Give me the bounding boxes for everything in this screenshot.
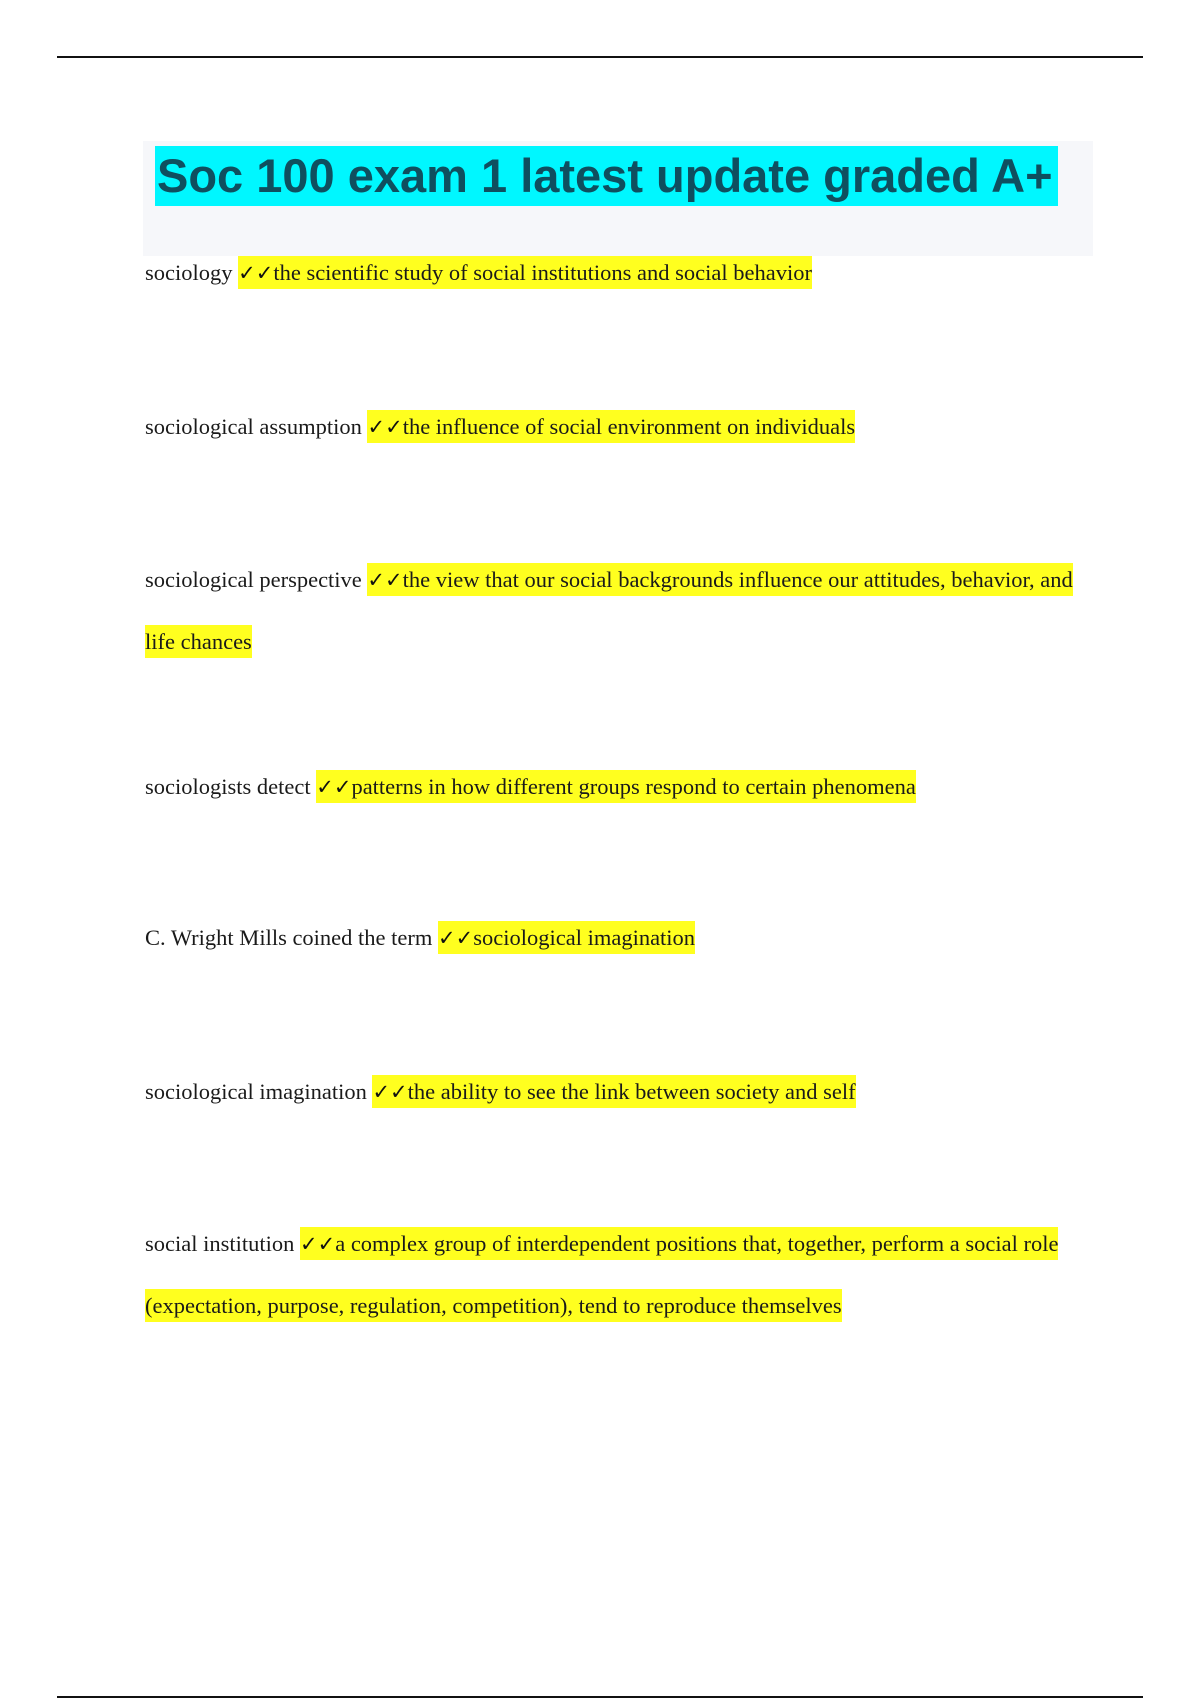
double-check-icon: ✓✓: [438, 926, 474, 950]
entry-term: sociology: [145, 260, 233, 285]
entry-term: sociological imagination: [145, 1079, 367, 1104]
document-title: Soc 100 exam 1 latest update graded A+: [155, 146, 1058, 206]
entry-answer-highlight: [238, 256, 812, 289]
header-rule: [57, 56, 1143, 58]
double-check-icon: ✓✓: [372, 1080, 408, 1104]
entry-answer: the ability to see the link between society and self: [407, 1079, 856, 1104]
entry-answer: patterns in how different groups respond to certain phenomena: [351, 774, 916, 799]
double-check-icon: ✓✓: [316, 775, 352, 799]
entry-answer: the view that our social backgrounds influence our attitudes, behavior, and life chances: [145, 567, 1073, 654]
entry-answer-highlight: [372, 1075, 855, 1108]
qa-entry-sociologists-detect: [145, 756, 1095, 818]
qa-entry-sociology: [145, 242, 1095, 304]
qa-entry-sociological-perspective: [145, 549, 1095, 672]
entry-answer-highlight: [438, 921, 695, 954]
entry-term: sociological assumption: [145, 414, 362, 439]
entry-term: sociologists detect: [145, 774, 311, 799]
double-check-icon: ✓✓: [238, 261, 274, 285]
qa-entry-sociological-imagination: [145, 1061, 1095, 1123]
entry-answer: the influence of social environment on individuals: [402, 414, 856, 439]
entry-answer: a complex group of interdependent positions that, together, perform a social role (expectation, purpose, regulation, competition), tend to reproduce themselves: [145, 1231, 1059, 1318]
double-check-icon: ✓✓: [367, 415, 403, 439]
entry-answer: the scientific study of social institutions and social behavior: [273, 260, 812, 285]
double-check-icon: ✓✓: [300, 1232, 336, 1256]
entry-term: sociological perspective: [145, 567, 362, 592]
qa-entry-c-wright-mills: [145, 907, 1095, 969]
entry-answer-highlight: [367, 410, 855, 443]
entry-term: social institution: [145, 1231, 295, 1256]
qa-entry-social-institution: [145, 1213, 1095, 1336]
entry-answer: sociological imagination: [473, 925, 696, 950]
entry-term: C. Wright Mills coined the term: [145, 925, 433, 950]
footer-rule: [57, 1696, 1143, 1698]
double-check-icon: ✓✓: [367, 568, 403, 592]
entry-answer-highlight: [316, 770, 916, 803]
qa-entry-sociological-assumption: [145, 396, 1095, 458]
